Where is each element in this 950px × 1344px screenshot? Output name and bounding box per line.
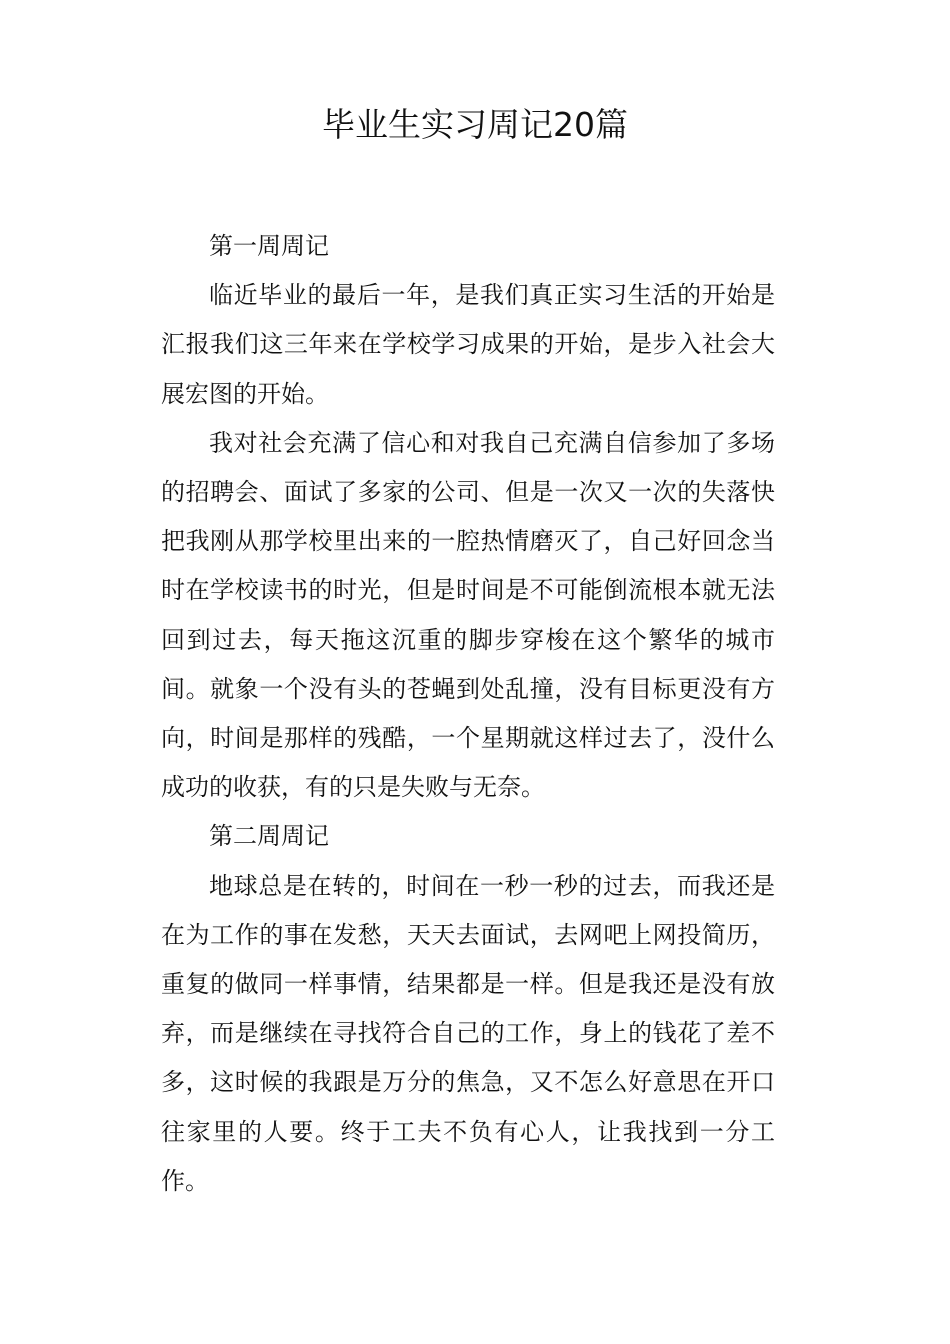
section-heading-week-2: 第二周周记 [209, 822, 329, 851]
paragraph: 临近毕业的最后一年，是我们真正实习生活的开始是汇报我们这三年来在学校学习成果的开始，是步入社会大展宏图的开始。 [161, 281, 775, 408]
paragraph: 地球总是在转的，时间在一秒一秒的过去，而我还是在为工作的事在发愁，天天去面试，去网吧上网投简历，重复的做同一样事情，结果都是一样。但是我还是没有放弃，而是继续在寻找符合自己的工作，身上的钱花了差不多，这时候的我跟是万分的焦急，又不怎么好意思在开口往家里的人要。终于工夫不负有心人，让我找到一分工作。 [161, 871, 775, 1195]
document-title: 毕业生实习周记20篇 [322, 105, 628, 144]
section-heading-week-1: 第一周周记 [209, 232, 329, 260]
document-body [161, 222, 775, 1206]
paragraph: 我对社会充满了信心和对我自己充满自信参加了多场的招聘会、面试了多家的公司、但是一次又一次的失落快把我刚从那学校里出来的一腔热情磨灭了，自己好回念当时在学校读书的时光，但是时间是不可能倒流根本就无法回到过去，每天拖这沉重的脚步穿梭在这个繁华的城市间。就象一个没有头的苍蝇到处乱撞，没有目标更没有方向，时间是那样的残酷，一个星期就这样过去了，没什么成功的收获，有的只是失败与无奈。 [161, 428, 775, 802]
